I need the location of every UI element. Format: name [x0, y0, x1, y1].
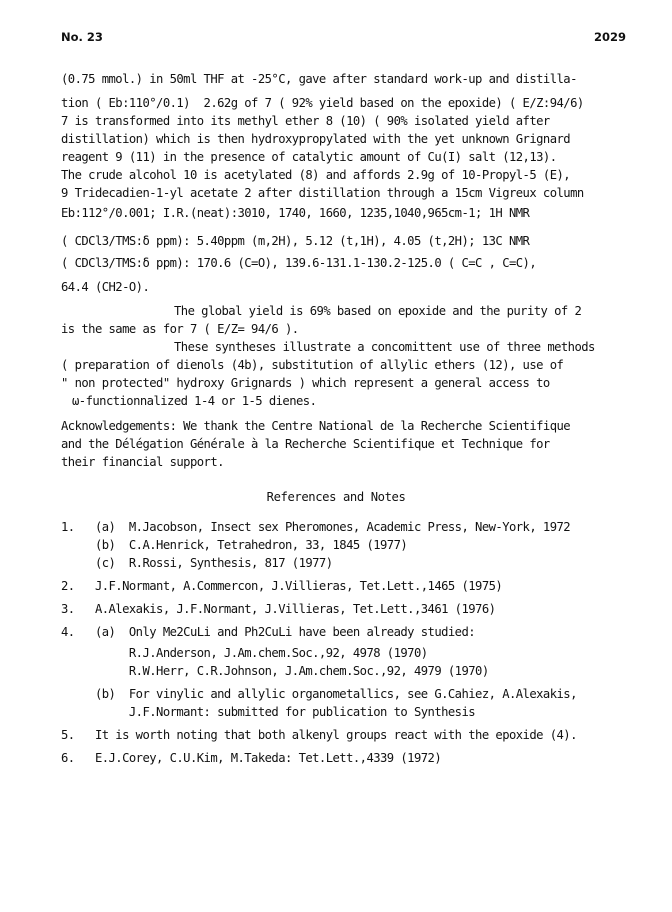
- text-line: ( preparation of dienols (4b), substitution of allylic ethers (12), use of: [61, 358, 564, 372]
- text-line: Eb:112°/0.001; I.R.(neat):3010, 1740, 1660, 1235,1040,965cm-1; 1H NMR: [61, 206, 530, 220]
- text-line: is the same as for 7 ( E/Z= 94/6 ).: [61, 322, 299, 336]
- reference-line: (b) For vinylic and allylic organometallics, see G.Cahiez, A.Alexakis,: [61, 687, 577, 701]
- reference-line: J.F.Normant: submitted for publication to Synthesis: [61, 705, 476, 719]
- text-line: reagent 9 (11) in the presence of catalytic amount of Cu(I) salt (12,13).: [61, 150, 557, 164]
- text-line: 7 is transformed into its methyl ether 8 (10) ( 90% isolated yield after: [61, 114, 550, 128]
- references-title: References and Notes: [266, 490, 406, 504]
- text-line: The global yield is 69% based on epoxide and the purity of 2: [174, 304, 582, 318]
- text-line: 64.4 (CH2-O).: [61, 280, 150, 294]
- text-line: The crude alcohol 10 is acetylated (8) and affords 2.9g of 10-Propyl-5 (E),: [61, 168, 571, 182]
- reference-line: 5. It is worth noting that both alkenyl groups react with the epoxide (4).: [61, 728, 577, 742]
- text-line: their financial support.: [61, 455, 224, 469]
- text-line: 9 Tridecadien-1-yl acetate 2 after distillation through a 15cm Vigreux column: [61, 186, 584, 200]
- reference-line: (b) C.A.Henrick, Tetrahedron, 33, 1845 (1977): [61, 538, 408, 552]
- text-line: ( CDCl3/TMS:δ ppm): 5.40ppm (m,2H), 5.12 (t,1H), 4.05 (t,2H); 13C NMR: [61, 234, 530, 248]
- text-line: and the Délégation Générale à la Recherche Scientifique et Technique for: [61, 437, 550, 451]
- journal-issue: No. 23: [61, 30, 103, 44]
- text-line: (0.75 mmol.) in 50ml THF at -25°C, gave after standard work-up and distilla-: [61, 72, 577, 86]
- text-line: ω-functionnalized 1-4 or 1-5 dienes.: [72, 394, 317, 408]
- text-line: tion ( Eb:110°/0.1) 2.62g of 7 ( 92% yield based on the epoxide) ( E/Z:94/6): [61, 96, 584, 110]
- text-line: distillation) which is then hydroxypropylated with the yet unknown Grignard: [61, 132, 571, 146]
- reference-line: R.J.Anderson, J.Am.chem.Soc.,92, 4978 (1970): [61, 646, 428, 660]
- reference-line: 2. J.F.Normant, A.Commercon, J.Villieras, Tet.Lett.,1465 (1975): [61, 579, 503, 593]
- text-line: ( CDCl3/TMS:δ ppm): 170.6 (C=O), 139.6-131.1-130.2-125.0 ( C=C , C=C),: [61, 256, 537, 270]
- reference-line: R.W.Herr, C.R.Johnson, J.Am.chem.Soc.,92, 4979 (1970): [61, 664, 489, 678]
- page-number: 2029: [593, 30, 626, 44]
- reference-line: 4. (a) Only Me2CuLi and Ph2CuLi have been already studied:: [61, 625, 476, 639]
- text-line: Acknowledgements: We thank the Centre National de la Recherche Scientifique: [61, 419, 571, 433]
- text-line: " non protected" hydroxy Grignards ) which represent a general access to: [61, 376, 550, 390]
- reference-line: 6. E.J.Corey, C.U.Kim, M.Takeda: Tet.Lett.,4339 (1972): [61, 751, 442, 765]
- reference-line: (c) R.Rossi, Synthesis, 817 (1977): [61, 556, 333, 570]
- text-line: These syntheses illustrate a concomittent use of three methods: [174, 340, 595, 354]
- reference-line: 1. (a) M.Jacobson, Insect sex Pheromones, Academic Press, New-York, 1972: [61, 520, 571, 534]
- reference-line: 3. A.Alexakis, J.F.Normant, J.Villieras, Tet.Lett.,3461 (1976): [61, 602, 496, 616]
